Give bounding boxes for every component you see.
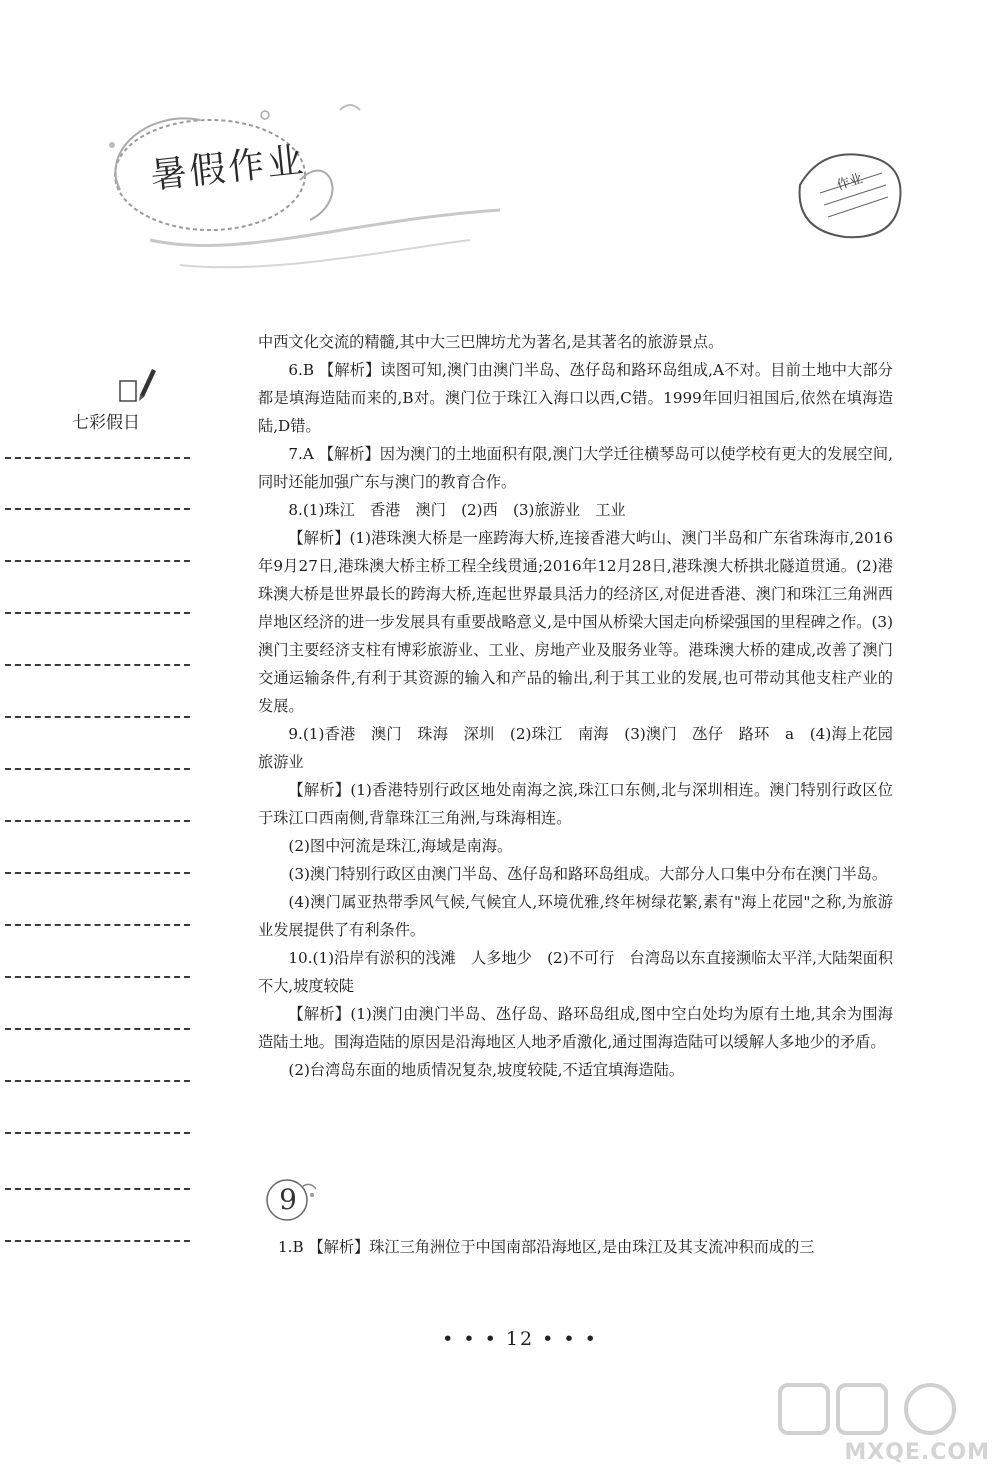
answer-text [258, 328, 909, 1084]
writing-line [5, 924, 190, 926]
stamp-text: 作业 [835, 171, 865, 194]
writing-line [5, 560, 190, 562]
watermark-text: MXQE.COM [844, 1440, 990, 1465]
paragraph: 1.B 【解析】珠江三角洲位于中国南部沿海地区,是由珠江及其支流冲积而成的三 [278, 1238, 815, 1256]
writing-line [5, 457, 190, 459]
paragraph: (3)澳门特别行政区由澳门半岛、氹仔岛和路环岛组成。大部分人口集中分布在澳门半岛。 [288, 865, 888, 883]
paragraph: (2)图中河流是珠江,海域是南海。 [288, 837, 513, 855]
writing-line [5, 872, 190, 874]
writing-line [5, 976, 190, 978]
writing-line [5, 508, 190, 510]
writing-line [5, 1028, 190, 1030]
paragraph: (2)台湾岛东面的地质情况复杂,坡度较陡,不适宜填海造陆。 [288, 1061, 685, 1079]
writing-line [5, 768, 190, 770]
paragraph: 10.(1)沿岸有淤积的浅滩 人多地少 (2)不可行 台湾岛以东直接濒临太平洋,大陆架面积不大,坡度较陡 [258, 949, 893, 995]
section-number: 9 [279, 1183, 297, 1216]
paragraph: 6.B 【解析】读图可知,澳门由澳门半岛、氹仔岛和路环岛组成,A不对。目前土地中大部分都是填海造陆而来的,B对。澳门位于珠江入海口以西,C错。1999年回归祖国后,依然在填海造陆,D错。 [258, 361, 893, 435]
writing-line [5, 1080, 190, 1082]
paragraph: 9.(1)香港 澳门 珠海 深圳 (2)珠江 南海 (3)澳门 氹仔 路环 a (4)海上花园 旅游业 [258, 725, 909, 771]
paragraph: 【解析】(1)香港特别行政区地处南海之滨,珠江口东侧,北与深圳相连。澳门特别行政区位于珠江口西南侧,背靠珠江三角洲,与珠海相连。 [258, 781, 893, 827]
writing-line [5, 716, 190, 718]
writing-line [5, 1132, 190, 1134]
header-title: 暑假作业 [148, 139, 309, 198]
pen-icon [118, 365, 158, 405]
page-number: • • • 12 • • • [442, 1328, 598, 1350]
sidebar-label: 七彩假日 [72, 413, 140, 433]
paragraph: 8.(1)珠江 香港 澳门 (2)西 (3)旅游业 工业 [288, 501, 626, 519]
writing-line [5, 612, 190, 614]
paragraph: 【解析】(1)澳门由澳门半岛、氹仔岛、路环岛组成,图中空白处均为原有土地,其余为围海造陆土地。围海造陆的原因是沿海地区人地矛盾激化,通过围海造陆可以缓解人多地少的矛盾。 [258, 1005, 893, 1051]
stamp-seal [790, 145, 910, 245]
writing-line [5, 1188, 190, 1190]
writing-line [5, 664, 190, 666]
writing-line [5, 1240, 190, 1242]
paragraph: 中西文化交流的精髓,其中大三巴牌坊尤为著名,是其著名的旅游景点。 [258, 333, 724, 351]
paragraph: (4)澳门属亚热带季风气候,气候宜人,环境优雅,终年树绿花繁,素有"海上花园"之称,为旅游业发展提供了有利条件。 [258, 893, 893, 939]
paragraph: 7.A 【解析】因为澳门的土地面积有限,澳门大学迁往横琴岛可以使学校有更大的发展空间,同时还能加强广东与澳门的教育合作。 [258, 445, 893, 491]
paragraph: 【解析】(1)港珠澳大桥是一座跨海大桥,连接香港大屿山、澳门半岛和广东省珠海市,2016年9月27日,港珠澳大桥主桥工程全线贯通;2016年12月28日,港珠澳大桥拱北隧道贯通。(2)港珠澳大桥是世界最长的跨海大桥,连起世界最具活力的经济区,对促进香港、澳门和珠江三角洲西岸地区经济的进一步发展具有重要战略意义,是中国从桥梁大国走向桥梁强国的里程碑之作。(3)澳门主要经济支柱有博彩旅游业、工业、房地产业及服务业等。港珠澳大桥的建成,改善了澳门交通运输条件,有利于其资源的输入和产品的输出,利于其工业的发展,也可带动其他支柱产业的发展。 [258, 529, 893, 715]
writing-line [5, 820, 190, 822]
